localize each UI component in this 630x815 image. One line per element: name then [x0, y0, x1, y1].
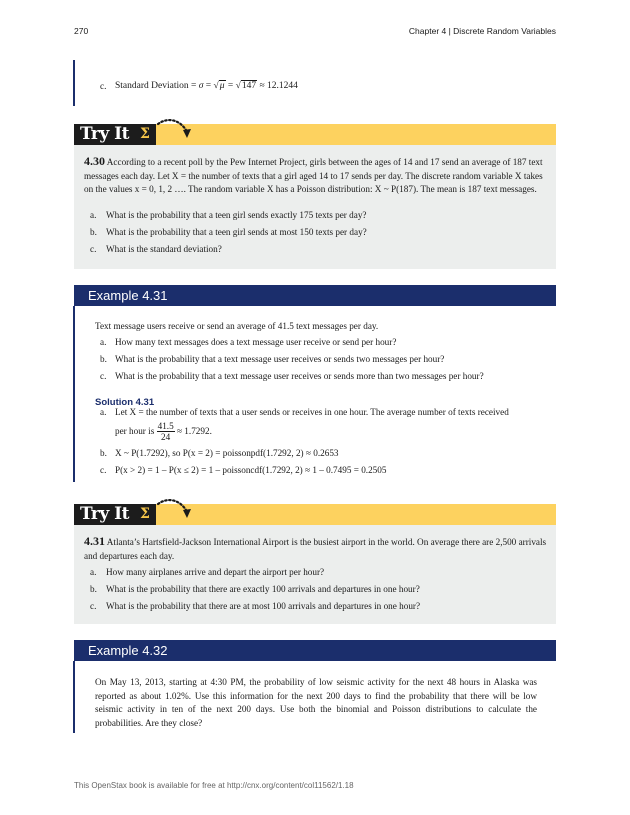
- dotted-arrow-icon: [156, 116, 196, 142]
- try-it-problem: [84, 155, 547, 197]
- sigma-symbol: σ: [198, 81, 204, 91]
- list-item: How many airplanes arrive and depart the airport per hour?: [106, 567, 325, 577]
- list-letter: a.: [90, 210, 97, 220]
- list-letter: a.: [100, 337, 107, 347]
- margin-rule: [73, 60, 75, 106]
- equals: =: [203, 81, 214, 91]
- list-item: What is the probability that a text message user receives or sends more than two messages per hour?: [115, 371, 484, 381]
- list-item: How many text messages does a text message user receive or send per hour?: [115, 337, 397, 347]
- list-item: What is the probability that a text message user receives or sends two messages per hour?: [115, 354, 445, 364]
- list-item: What is the standard deviation?: [106, 244, 222, 254]
- try-it-title: Try It: [80, 504, 129, 524]
- sigma-icon: Σ: [140, 506, 150, 522]
- try-it-problem: [84, 535, 547, 563]
- list-item: What is the probability that a teen girl sends at most 150 texts per day?: [106, 227, 367, 237]
- dotted-arrow-icon: [156, 496, 196, 522]
- std-dev-label: Standard Deviation =: [115, 81, 199, 91]
- try-it-title: Try It: [80, 124, 129, 144]
- list-letter: c.: [90, 244, 97, 254]
- problem-number: 4.31: [84, 534, 105, 548]
- list-letter: b.: [100, 354, 107, 364]
- solution-c: P(x > 2) = 1 – P(x ≤ 2) = 1 – poissoncdf(1.7292, 2) ≈ 1 – 0.7495 = 0.2505: [115, 465, 387, 475]
- list-letter: a.: [90, 567, 97, 577]
- footer-text: This OpenStax book is available for free at http://cnx.org/content/col11562/1.18: [74, 781, 354, 790]
- list-letter: b.: [90, 584, 97, 594]
- example-header: Example 4.32: [74, 640, 556, 661]
- solution-b: X ~ P(1.7292), so P(x = 2) = poissonpdf(1.7292, 2) ≈ 0.2653: [115, 448, 339, 458]
- example-intro: Text message users receive or send an average of 41.5 text messages per day.: [95, 321, 379, 331]
- solution-a-line2: per hour is $\frac{41.5}{24}$ ≈ 1.7292.: [115, 421, 212, 443]
- list-letter: c.: [100, 371, 107, 381]
- sigma-icon: Σ: [140, 126, 150, 142]
- fraction: $\frac{41.5}{24}$: [157, 421, 174, 443]
- problem-text: Atlanta’s Hartsfield-Jackson International Airport is the busiest airport in the world. On average there are 2,500 arrivals and departures each day.: [84, 537, 547, 561]
- problem-number: 4.30: [84, 154, 105, 168]
- std-dev-line: [115, 80, 298, 94]
- example-text: On May 13, 2013, starting at 4:30 PM, the probability of low seismic activity for the next 48 hours in Alaska was reported as about 1.02%. Use this information for the next 200 days to find the probability that there will be low seismic activity in ten of the next 200 days. Use both the binomial and Poisson distributions to calculate the probabilities. Are they close?: [95, 677, 537, 728]
- list-letter: c.: [100, 465, 107, 475]
- list-letter: b.: [90, 227, 97, 237]
- margin-rule: [73, 661, 75, 733]
- list-item: What is the probability that a teen girl sends exactly 175 texts per day?: [106, 210, 367, 220]
- problem-text: According to a recent poll by the Pew Internet Project, girls between the ages of 14 and 17 send an average of 187 text messages each day. Let X = the number of texts that a girl aged 14 to 17 sends per day. The discrete random variable X takes on the values x = 0, 1, 2 …. The random variable X has a Poisson distribution: X ~ P(187). The mean is 187 text messages.: [84, 157, 543, 194]
- list-letter: c.: [100, 81, 107, 91]
- list-letter: b.: [100, 448, 107, 458]
- sqrt-symbol: √: [213, 81, 219, 91]
- sqrt-symbol: √: [235, 81, 241, 91]
- sqrt-value: 147: [241, 81, 257, 91]
- chapter-header: Chapter 4 | Discrete Random Variables: [408, 26, 556, 36]
- list-item: What is the probability that there are exactly 100 arrivals and departures in one hour?: [106, 584, 420, 594]
- sqrt-mu: μ: [219, 81, 225, 91]
- list-item: What is the probability that there are at most 100 arrivals and departures in one hour?: [106, 601, 421, 611]
- margin-rule: [73, 306, 75, 482]
- list-letter: a.: [100, 407, 107, 417]
- page-number: 270: [74, 26, 89, 36]
- solution-a-line1: Let X = the number of texts that a user sends or receives in one hour. The average number of texts received: [115, 407, 509, 417]
- list-letter: c.: [90, 601, 97, 611]
- example-header: Example 4.31: [74, 285, 556, 306]
- equals: =: [225, 81, 236, 91]
- solution-title: Solution 4.31: [95, 397, 155, 408]
- std-dev-value: ≈ 12.1244: [257, 81, 298, 91]
